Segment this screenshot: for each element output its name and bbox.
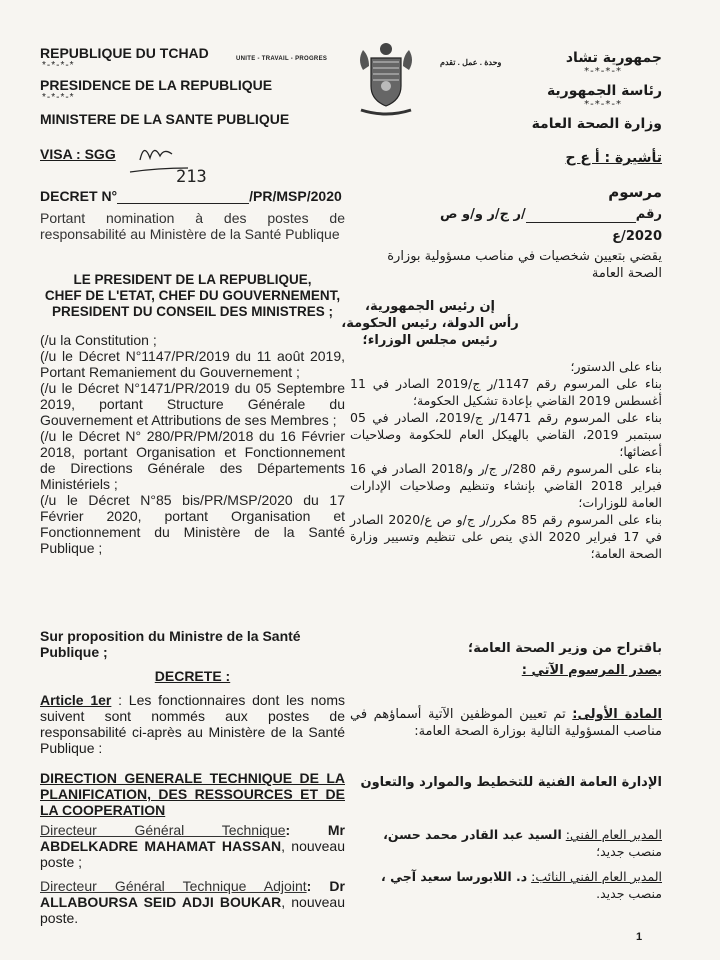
visa-item-ar: بناء على المرسوم رقم 85 مكرر/ر ج/و ص ع/2020 الصادر في 17 فبراير 2020 الذي ينص على تنظيم وتسيير وزارة الصحة العامة؛ (350, 512, 662, 561)
decrete-ar: يصدر المرسوم الآتي : (521, 663, 662, 678)
decree-num-prefix-ar: رقم (635, 207, 662, 222)
president-line2-ar: رأس الدولة، رئيس الحكومة، (341, 316, 519, 331)
direction-fr: DIRECTION GENERALE TECHNIQUE DE LA PLANIFICATION, DES RESSOURCES ET DE LA COOPERATION (40, 770, 345, 818)
president-block-fr (40, 272, 345, 320)
appointment-name-ar: السيد عبد القادر محمد حسن، (383, 827, 562, 842)
appointment-post-fr: Directeur Général Technique (40, 822, 286, 838)
decret-number-fr (40, 188, 345, 204)
appointment-fr (40, 878, 345, 926)
visas-ar (350, 358, 662, 562)
appointment-name-fr: ALLABOURSA SEID ADJI BOUKAR (40, 894, 282, 910)
direction-ar: الإدارة العامة الفنية للتخطيط والموارد والتعاون (360, 775, 662, 790)
decree-num-suffix-ar: /ر ج/ر و/و ص (439, 207, 526, 222)
visa-item-fr: (/u le Décret N°85 bis/PR/MSP/2020 du 17 Février 2020, portant Organisation et Fonctionnement du Ministère de la Santé Publique ; (40, 492, 345, 556)
visa-label: VISA : SGG (40, 146, 116, 162)
article1-text-fr: : Les fonctionnaires dont les noms suivent sont nommés aux postes de responsabilité ci-après au Ministère de la Santé Publique : (40, 692, 346, 756)
page-number: 1 (636, 931, 643, 943)
appointment-fr (40, 822, 345, 870)
appointment-status-ar: منصب جديد. (596, 886, 662, 901)
appointment-status-fr: , nouveau poste. (40, 894, 345, 926)
ministere-ar: وزارة الصحة العامة (531, 116, 662, 132)
president-line3-ar: رئيس مجلس الوزراء؛ (362, 333, 498, 348)
decrete-fr: DECRETE : (154, 668, 231, 684)
appointment-name-fr: ABDELKADRE MAHAMAT HASSAN (40, 838, 282, 854)
president-line2-fr: CHEF DE L'ETAT, CHEF DU GOUVERNEMENT, (44, 288, 341, 303)
appointment-title-fr: : Mr (285, 822, 346, 838)
article1-ar (350, 706, 662, 740)
president-block-ar (330, 298, 530, 349)
article1-label-ar: المادة الأولى: (572, 707, 663, 722)
visa-item-ar: بناء على الدستور؛ (570, 359, 662, 374)
president-line1-fr: LE PRESIDENT DE LA REPUBLIQUE, (73, 272, 312, 287)
appointment-title-fr: : Dr (306, 878, 345, 894)
dots-separator: *-*-*-* (584, 66, 622, 77)
dots-separator: *-*-*-* (42, 92, 75, 103)
republique-ar: جمهورية تشاد (565, 50, 662, 66)
visa-ar: تأشيرة : أ ع ح (565, 150, 662, 166)
article1-text-ar: تم تعيين الموظفين الآتية أسماؤهم في مناصب المسؤولية التالية بوزارة الصحة العامة: (350, 707, 662, 739)
appointment-name-ar: د. اللابورسا سعيد آجي ، (381, 869, 528, 884)
decree-number-blank-ar (526, 222, 636, 223)
proposition-ar: باقتراح من وزير الصحة العامة؛ (468, 641, 662, 656)
appointment-ar (350, 868, 662, 902)
proposition-fr: Sur proposition du Ministre de la Santé Publique ; (40, 628, 301, 660)
visas-fr (40, 332, 345, 556)
decree-year-ar: 2020/ع (612, 229, 662, 244)
appointment-ar (350, 826, 662, 860)
presidence-ar: رئاسة الجمهورية (546, 83, 662, 99)
motto-ar: وحدة . عمل . تقدم (440, 58, 502, 67)
decree-number-ar (392, 206, 662, 223)
portant-ar: يقضي بتعيين شخصيات في مناصب مسؤولية بوزارة الصحة العامة (387, 249, 662, 281)
dots-separator: *-*-*-* (584, 99, 622, 110)
visa-item-fr: (/u le Décret N° 280/PR/PM/2018 du 16 Février 2018, portant Organisation et Fonctionnement de Directions Générale des Départements Ministériels ; (40, 428, 345, 492)
portant-fr: Portant nomination à des postes de responsabilité au Ministère de la Santé Publique (40, 210, 345, 242)
visa-item-ar: بناء على المرسوم رقم 280/ر ج/ر و/2018 الصادر في 16 فبراير 2018 القاضي بإنشاء وتنظيم وصلاحيات الإدارات العامة للوزارات؛ (350, 461, 663, 510)
president-line3-fr: PRESIDENT DU CONSEIL DES MINISTRES ; (51, 304, 334, 319)
dots-separator: *-*-*-* (42, 60, 75, 71)
visa-item-ar: بناء على المرسوم رقم 1471/ر ج/2019، الصادر في 05 سبتمبر 2019، القاضي بالهيكل العام للحكومة وصلاحيات أعضائها؛ (350, 410, 662, 459)
visa-handwritten-text: 213 (176, 167, 207, 187)
decree-title-ar: مرسوم (608, 183, 662, 201)
presidence-fr: PRESIDENCE DE LA REPUBLIQUE (40, 77, 273, 93)
appointment-status-fr: , nouveau poste ; (40, 838, 345, 870)
president-line1-ar: إن رئيس الجمهورية، (365, 299, 495, 314)
motto-fr: UNITE - TRAVAIL - PROGRES (236, 56, 328, 62)
article1-label-fr: Article 1er (40, 692, 112, 708)
visa-item-fr: (/u le Décret N°1471/PR/2019 du 05 Septembre 2019, portant Structure Générale du Gouvernement et Attributions de ses Membres ; (40, 380, 345, 428)
coat-of-arms-icon (355, 40, 417, 120)
appointment-post-ar: المدير العام الفني: (565, 827, 662, 842)
ministere-fr: MINISTERE DE LA SANTE PUBLIQUE (40, 111, 290, 127)
article1-fr (40, 692, 345, 756)
visa-item-fr: (/u la Constitution ; (40, 332, 157, 348)
decret-prefix: DECRET N° (40, 188, 118, 204)
decret-number-blank (117, 203, 249, 204)
appointment-post-fr: Directeur Général Technique Adjoint (40, 878, 307, 894)
visa-item-fr: (/u le Décret N°1147/PR/2019 du 11 août 2019, Portant Remaniement du Gouvernement ; (40, 348, 345, 380)
appointment-status-ar: منصب جديد؛ (596, 844, 662, 859)
republique-fr: REPUBLIQUE DU TCHAD (40, 45, 209, 61)
handwritten-visa-number (118, 138, 228, 188)
appointment-post-ar: المدير العام الفني النائب: (531, 869, 662, 884)
visa-item-ar: بناء على المرسوم رقم 1147/ر ج/2019 الصادر في 11 أغسطس 2019 القاضي بإعادة تشكيل الحكومة؛ (350, 376, 662, 408)
decret-suffix: /PR/MSP/2020 (249, 188, 342, 204)
